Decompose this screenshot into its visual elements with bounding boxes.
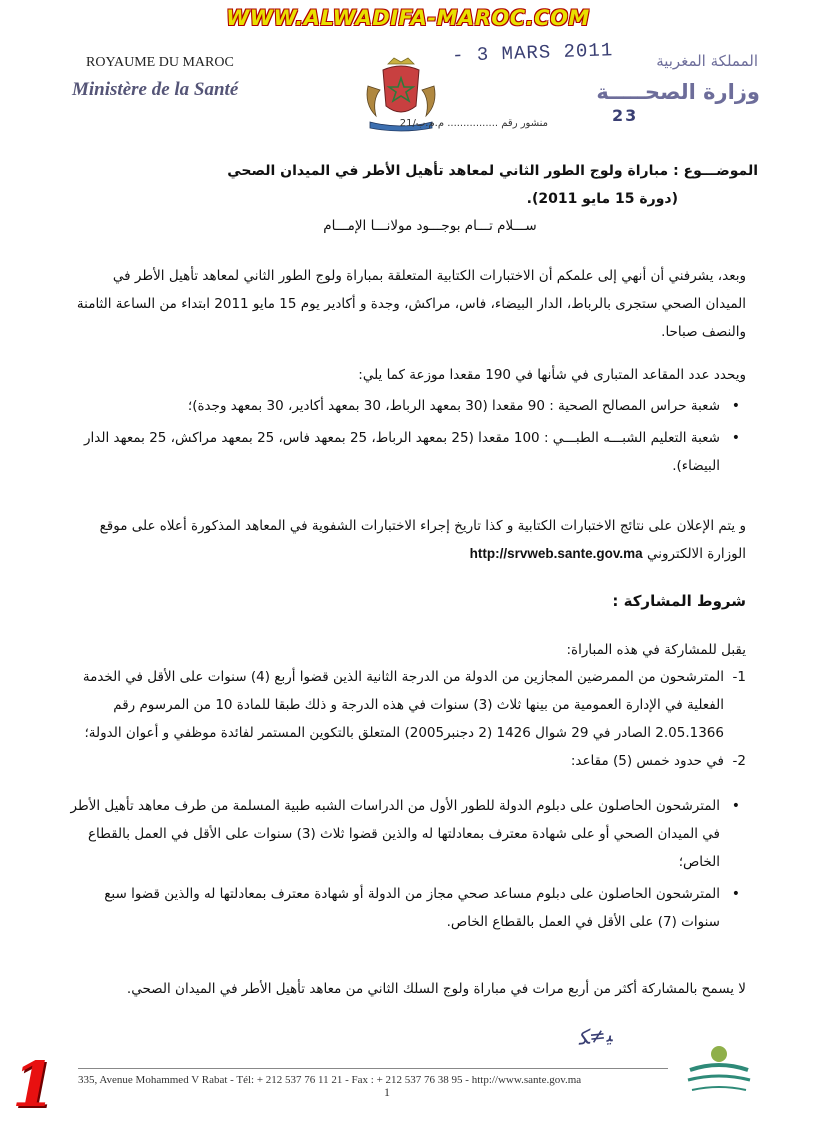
footer-divider [78, 1068, 668, 1069]
conditions-items [70, 663, 746, 775]
closing-note: لا يسمح بالمشاركة أكثر من أربع مرات في مباراة ولوج السلك الثاني من معاهد تأهيل الأطر في الميدان الصحي. [126, 981, 746, 997]
handwritten-signature: ﻴ≠ﻜ [576, 1022, 614, 1050]
watermark: WWW.ALWADIFA-MAROC.COM [226, 6, 590, 30]
page-number: 1 [384, 1085, 390, 1099]
paragraph-seats: ويحدد عدد المقاعد المتبارى في شأنها في 190 مقعدا موزعة كما يلي: [358, 367, 746, 383]
paragraph-announcement: وبعد، يشرفني أن أنهي إلى علمكم أن الاختبارات الكتابية المتعلقة بمباراة ولوج الطور الثاني لمعاهد تأهيل الأطر في الميدان الصحي ستجرى بالرباط، الدار البيضاء، فاس، مراكش، وجدة و أكادير يوم 15 مايو 2011 ابتداء من الساعة الثامنة والنصف صباحا. [76, 268, 746, 340]
conditions-sublist [70, 792, 746, 936]
item-text: المترشحون من الممرضين المجازين من الدولة من الدرجة الثانية الذين قضوا أربع (4) سنوات على الأقل في الخدمة الفعلية في الإدارة العمومية من بينها ثلاث (3) سنوات في هذه الدرجة و ذلك طبقا للمادة 10 من المرسوم رقم 2.05.1366 الصادر في 29 شوال 1426 (2 دجنبر2005) المتعلق بالتكوين المستمر لفائدة موظفي و أعوان الدولة؛ [82, 669, 724, 741]
header-ar-ministry: وزارة الصحـــــة [596, 80, 760, 104]
list-item: • شعبة التعليم الشبـــه الطبـــي : 100 مقعدا (25 بمعهد الرباط، 25 بمعهد فاس، 25 بمعهد مراكش، 25 بمعهد الدار البيضاء). [70, 424, 746, 480]
subject-line: الموضـــوع : مباراة ولوج الطور الثاني لمعاهد تأهيل الأطر في الميدان الصحي [227, 163, 758, 179]
list-item [70, 663, 746, 747]
header-fr-kingdom: ROYAUME DU MAROC [86, 55, 234, 70]
item-number: 2- [732, 753, 746, 769]
salutation: ســـلام تـــام بوجـــود مولانـــا الإمـــام [323, 218, 537, 234]
header-fr-ministry: Ministère de la Santé [72, 79, 239, 100]
ministry-logo-icon [684, 1036, 754, 1098]
subject [158, 157, 758, 213]
list-item: • المترشحون الحاصلون على دبلوم الدولة للطور الأول من الدراسات الشبه طبية المسلمة من طرف معاهد تأهيل الأطر في الميدان الصحي أو على شهادة معترف بمعادلتها له والذين قضوا ثلاث (3) سنوات على الأقل في العمل بالقطاع الخاص؛ [70, 792, 746, 876]
circular-reference: منشور رقم ................ م.م.ب/21 [399, 118, 548, 129]
results-text: و يتم الإعلان على نتائج الاختبارات الكتابية و كذا تاريخ إجراء الاختبارات الشفوية في المعاهد المذكورة أعلاه على موقع الوزارة الالكتروني [99, 518, 746, 562]
item-number: 1- [732, 669, 746, 685]
reference-number-stamp: 23 [612, 106, 639, 125]
conditions-intro: يقبل للمشاركة في هذه المباراة: [566, 642, 746, 658]
ministry-website-link[interactable]: http://srvweb.sante.gov.ma [469, 546, 643, 561]
footer-address: 335, Avenue Mohammed V Rabat - Tél: + 212 537 76 11 21 - Fax : + 212 537 76 38 95 - http://www.sante.gov.ma [78, 1074, 582, 1086]
conditions-heading: شروط المشاركة : [612, 592, 746, 610]
header-ar-kingdom: المملكة المغربية [656, 52, 758, 70]
date-stamp: - 3 MARS 2011 [451, 39, 614, 67]
list-item [70, 747, 746, 775]
list-item: • المترشحون الحاصلون على دبلوم مساعد صحي مجاز من الدولة أو شهادة معترف بمعادلتها له والذين قضوا سبع سنوات (7) على الأقل في العمل بالقطاع الخاص. [70, 880, 746, 936]
page-badge-number: 1 [12, 1048, 56, 1121]
list-item: • شعبة حراس المصالح الصحية : 90 مقعدا (30 بمعهد الرباط، 30 بمعهد أكادير، 30 بمعهد وجدة)؛ [70, 392, 746, 420]
item-text: في حدود خمس (5) مقاعد: [570, 753, 724, 769]
paragraph-results [70, 512, 746, 568]
seats-list [70, 392, 746, 480]
subject-session: (دورة 15 مايو 2011). [526, 191, 678, 207]
